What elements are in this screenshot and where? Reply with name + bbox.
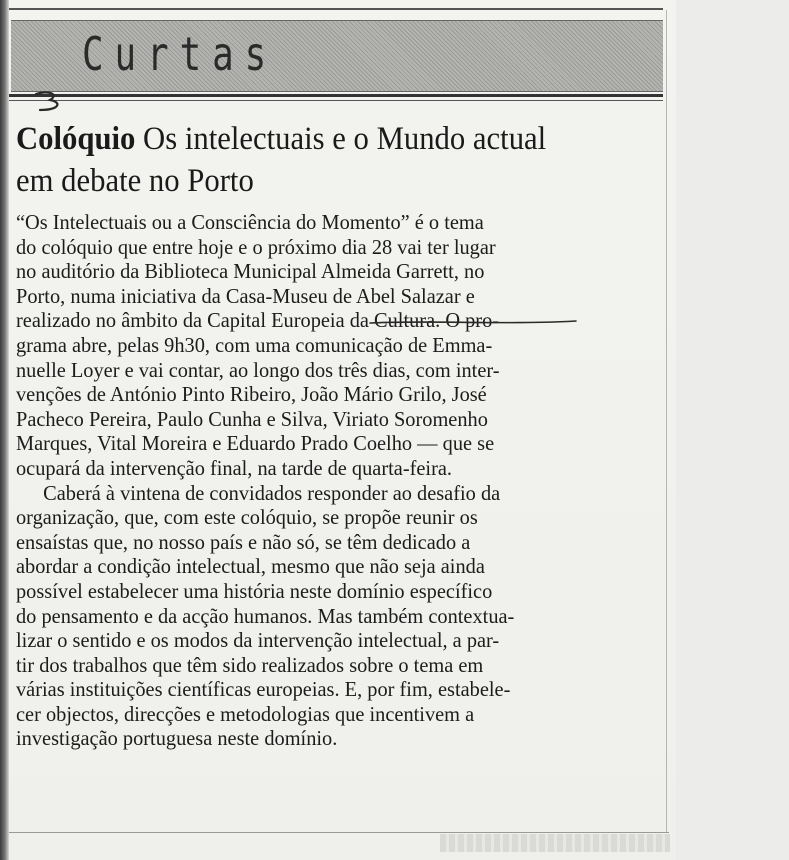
- body-line: cer objectos, direcções e metodologias que incentivem a: [16, 701, 475, 726]
- body-line: grama abre, pelas 9h30, com uma comunicação de Emma-: [16, 332, 493, 357]
- body-line: várias instituições científicas europeias. E, por fim, estabele-: [16, 677, 511, 702]
- paragraph-2: [16, 481, 668, 752]
- body-line: lizar o sentido e os modos da intervenção intelectual, a par-: [16, 628, 500, 653]
- banner-rule-thin: [9, 100, 663, 101]
- top-rule: [9, 8, 663, 10]
- body-line: investigação portuguesa neste domínio.: [16, 726, 338, 751]
- body-line: Porto, numa iniciativa da Casa-Museu de Abel Salazar e: [16, 283, 475, 308]
- body-line: ocupará da intervenção final, na tarde de quarta-feira.: [16, 455, 453, 480]
- article-headline: [16, 118, 621, 202]
- body-line: “Os Intelectuais ou a Consciência do Momento” é o tema: [16, 210, 484, 234]
- section-title: Curtas: [82, 27, 278, 81]
- body-line: realizado no âmbito da Capital Europeia da Cultura. O pro-: [16, 308, 500, 333]
- headline-text-line2: em debate no Porto: [16, 163, 254, 199]
- handwritten-underline-icon: [368, 318, 578, 326]
- body-line: Caberá à vintena de convidados responder ao desafio da: [43, 480, 501, 505]
- body-line: do colóquio que entre hoje e o próximo dia 28 vai ter lugar: [16, 234, 496, 259]
- banner-rule: [9, 94, 663, 97]
- bottom-rule: [9, 832, 669, 833]
- body-line: Marques, Vital Moreira e Eduardo Prado Coelho — que se: [16, 431, 495, 456]
- page-margin: [676, 0, 789, 860]
- body-line: tir dos trabalhos que têm sido realizados sobre o tema em: [16, 652, 484, 677]
- headline-text: Os intelectuais e o Mundo actual: [143, 121, 547, 157]
- bleed-through-text: [440, 834, 670, 852]
- article-body: [16, 210, 668, 751]
- body-line: Pacheco Pereira, Paulo Cunha e Silva, Viriato Soromenho: [16, 406, 488, 431]
- body-line: nuelle Loyer e vai contar, ao longo dos três dias, com inter-: [16, 357, 500, 382]
- body-line: venções de António Pinto Ribeiro, João Mário Grilo, José: [16, 382, 487, 407]
- body-line: no auditório da Biblioteca Municipal Almeida Garrett, no: [16, 259, 485, 284]
- body-line: possível estabelecer uma história neste domínio específico: [16, 578, 493, 603]
- body-line: abordar a condição intelectual, mesmo que não seja ainda: [16, 554, 485, 579]
- body-line: do pensamento e da acção humanos. Mas também contextua-: [16, 603, 515, 628]
- body-line: organização, que, com este colóquio, se propõe reunir os: [16, 505, 478, 530]
- handwritten-mark-icon: [30, 88, 70, 114]
- body-line: ensaístas que, no nosso país e não só, se têm dedicado a: [16, 529, 471, 554]
- headline-kicker: Colóquio: [16, 121, 136, 157]
- scan-shadow-edge: [0, 0, 9, 860]
- paragraph-1: [16, 210, 668, 481]
